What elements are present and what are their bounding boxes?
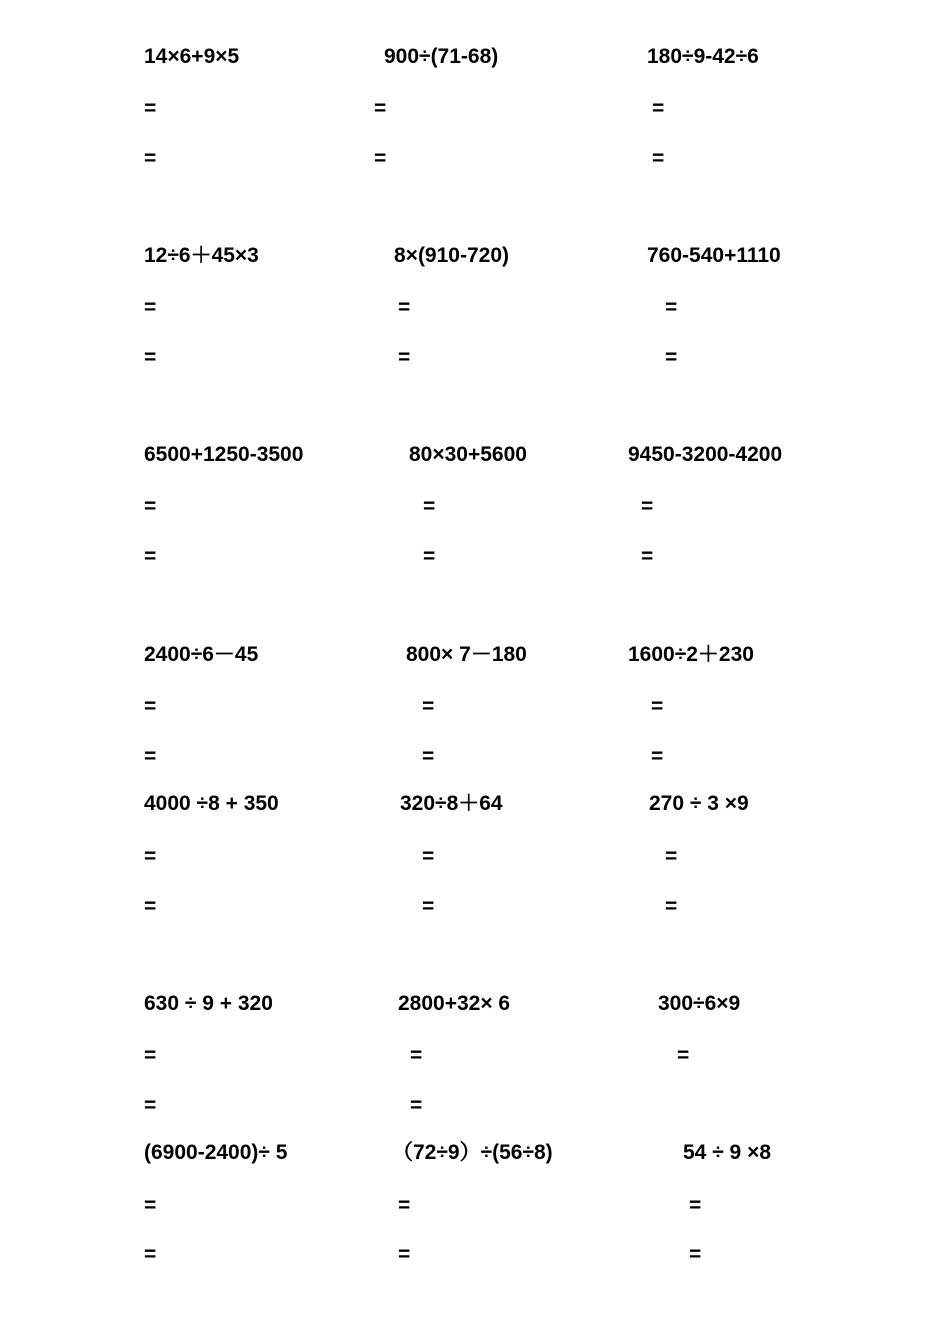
problem-expression: 760-540+1110: [647, 244, 781, 267]
problem-expression: 320÷8＋64: [400, 792, 503, 815]
problem-expression: 80×30+5600: [409, 443, 527, 466]
problem-expression: 8×(910-720): [394, 244, 509, 267]
equals-line: =: [398, 296, 411, 319]
problem-expression: 14×6+9×5: [144, 45, 240, 68]
problem-expression: 630 ÷ 9 + 320: [144, 992, 273, 1015]
equals-line: =: [422, 845, 435, 868]
problem-expression: 2400÷6－45: [144, 643, 259, 666]
problem-expression: (6900-2400)÷ 5: [144, 1141, 288, 1164]
equals-line: =: [144, 745, 157, 768]
equals-line: =: [652, 147, 665, 170]
problem-expression: 300÷6×9: [658, 992, 741, 1015]
problem-expression: 4000 ÷8 + 350: [144, 792, 279, 815]
problem-expression: 1600÷2＋230: [628, 643, 754, 666]
equals-line: =: [410, 1044, 423, 1067]
equals-line: =: [422, 695, 435, 718]
equals-line: =: [651, 745, 664, 768]
problem-expression: 800× 7－180: [406, 643, 527, 666]
equals-line: =: [144, 1194, 157, 1217]
equals-line: =: [422, 895, 435, 918]
equals-line: =: [398, 346, 411, 369]
equals-line: =: [641, 495, 654, 518]
equals-line: =: [144, 845, 157, 868]
equals-line: =: [665, 296, 678, 319]
equals-line: =: [689, 1194, 702, 1217]
problem-expression: 180÷9-42÷6: [647, 45, 759, 68]
equals-line: =: [374, 147, 387, 170]
equals-line: =: [651, 695, 664, 718]
equals-line: =: [144, 895, 157, 918]
equals-line: =: [144, 495, 157, 518]
equals-line: =: [665, 895, 678, 918]
problem-expression: 54 ÷ 9 ×8: [683, 1141, 772, 1164]
equals-line: =: [144, 1044, 157, 1067]
equals-line: =: [144, 296, 157, 319]
problem-expression: 270 ÷ 3 ×9: [649, 792, 749, 815]
equals-line: =: [677, 1044, 690, 1067]
equals-line: =: [144, 1243, 157, 1266]
equals-line: =: [144, 97, 157, 120]
equals-line: =: [144, 147, 157, 170]
equals-line: =: [144, 545, 157, 568]
equals-line: =: [641, 545, 654, 568]
problem-expression: 12÷6＋45×3: [144, 244, 259, 267]
equals-line: =: [422, 745, 435, 768]
problem-expression: 900÷(71-68): [384, 45, 499, 68]
equals-line: =: [144, 1094, 157, 1117]
equals-line: =: [144, 695, 157, 718]
equals-line: =: [410, 1094, 423, 1117]
equals-line: =: [689, 1243, 702, 1266]
equals-line: =: [374, 97, 387, 120]
equals-line: =: [665, 346, 678, 369]
equals-line: =: [423, 545, 436, 568]
equals-line: =: [665, 845, 678, 868]
equals-line: =: [398, 1194, 411, 1217]
problem-expression: 6500+1250-3500: [144, 443, 304, 466]
problem-expression: 9450-3200-4200: [628, 443, 783, 466]
equals-line: =: [652, 97, 665, 120]
equals-line: =: [144, 346, 157, 369]
equals-line: =: [423, 495, 436, 518]
equals-line: =: [398, 1243, 411, 1266]
problem-expression: 2800+32× 6: [398, 992, 511, 1015]
problem-expression: （72÷9）÷(56÷8): [392, 1141, 553, 1164]
